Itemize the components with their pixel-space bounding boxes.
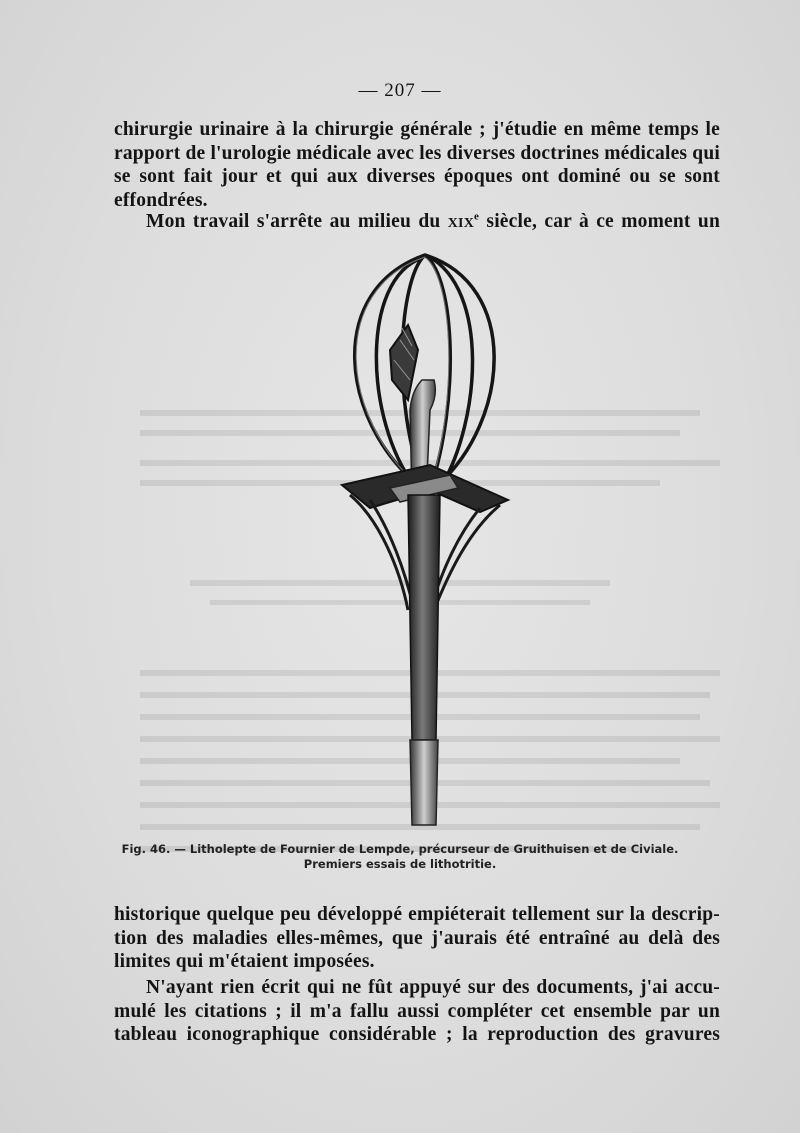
text-line <box>114 210 720 234</box>
caption-line: Premiers essais de lithotritie. <box>303 857 497 871</box>
text-line: effondrées. <box>114 189 208 211</box>
page-number: — 207 — <box>358 80 442 101</box>
paragraph-historique <box>114 903 720 974</box>
text-line: mulé les citations ; il m'a fallu aussi compléter cet ensemble par un <box>114 1000 720 1022</box>
century-superscript: e <box>474 210 480 223</box>
text-line: historique quelque peu développé empiéterait tellement sur la descrip- <box>114 904 720 925</box>
litholepte-illustration <box>330 250 520 830</box>
paragraph-intro <box>114 118 720 212</box>
text-line: rapport de l'urologie médicale avec les diverses doctrines médicales qui <box>114 142 720 164</box>
text-line: se sont fait jour et qui aux diverses époques ont dominé ou se sont <box>114 166 720 187</box>
text-line: N'ayant rien écrit qui ne fût appuyé sur des documents, j'ai accu- <box>146 977 720 998</box>
text-line: tion des maladies elles-mêmes, que j'aurais été entraîné au delà des <box>114 927 720 949</box>
text-segment: siècle, car à ce moment un <box>479 211 721 232</box>
century-numeral: xix <box>447 211 475 232</box>
figure-caption <box>0 842 800 872</box>
text-segment: Mon travail s'arrête au milieu du <box>146 211 448 232</box>
paragraph-documents <box>114 976 720 1047</box>
paragraph-travail <box>114 210 720 234</box>
text-line: chirurgie urinaire à la chirurgie générale ; j'étudie en même temps le <box>114 119 720 140</box>
caption-line: Fig. 46. — Litholepte de Fournier de Lempde, précurseur de Gruithuisen et de Civiale. <box>121 842 679 856</box>
text-line: tableau iconographique considérable ; la reproduction des gravures <box>114 1024 720 1045</box>
text-line: limites qui m'étaient imposées. <box>114 951 375 972</box>
